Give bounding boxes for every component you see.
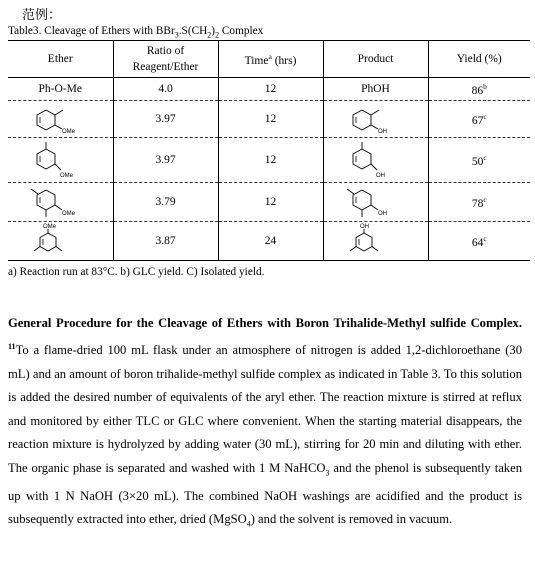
table-footnote: a) Reaction run at 83°C. b) GLC yield. C) Isolated yield. [8,266,265,278]
table-row [8,138,530,183]
yield-cell: 50$^c$ [428,138,530,183]
svg-text:OMe: OMe [60,173,74,179]
3,5-dimethylanisole-structure [30,222,90,260]
table-caption: Table3. Cleavage of Ethers with $BBr_3.S(CH_2)_2$ Complex [8,25,264,40]
ether-cleavage-table [8,40,530,261]
product-structure-cell [323,222,428,261]
ratio-cell: 3.87 [113,222,218,261]
procedure-heading: General Procedure for the Cleavage of Ethers with Boron Trihalide-Methyl sulfide Complex. [8,316,522,330]
ratio-cell: 3.79 [113,183,218,222]
example-label: 范例： [22,7,62,22]
3,5-dimethylphenol-structure [346,222,406,260]
product-structure-cell [323,101,428,138]
svg-text:OH: OH [377,211,387,217]
header-time: Time$^a$ (hrs) [218,41,323,78]
time-cell: 12 [218,138,323,183]
time-cell: 12 [218,78,323,101]
yield-cell: 64$^c$ [428,222,530,261]
table-header-row [8,41,530,78]
3-methylanisole-structure [30,140,90,180]
yield-cell: 78$^c$ [428,183,530,222]
ratio-cell: 4.0 [113,78,218,101]
product-structure-cell [323,183,428,222]
table-row [8,78,530,101]
product-cell: PhOH [323,78,428,101]
ratio-cell: 3.97 [113,101,218,138]
ratio-cell: 3.97 [113,138,218,183]
reference-marker: 11 [8,342,16,352]
time-cell: 24 [218,222,323,261]
svg-text:OH: OH [375,173,385,179]
svg-text:OH: OH [359,224,369,230]
o-cresol-structure [346,104,406,134]
product-structure-cell [323,138,428,183]
yield-cell: 67$^c$ [428,101,530,138]
svg-text:OMe: OMe [62,129,76,134]
header-ether: Ether [8,41,113,78]
procedure-paragraph: General Procedure for the Cleavage of Ethers with Boron Trihalide-Methyl sulfide Complex. $^{11}$To a flame-dried 100 mL flask under an atmosphere of nitrogen is added 1,2-dichloroethane (30 mL) and an amount of boron trihalide-methyl sulfide complex as indicated in Table 3. To this solution is added the desired number of equivalents of the aryl ether. The reaction mixture is stirred at reflux and monitored by either TLC or GLC where convenient. When the starting material disappears, the reaction mixture is hydrolyzed by adding water (30 mL), stirring for 20 min and diluting with ether. The organic phase is separated and washed with 1 M NaHCO$_3$ and the phenol is subsequently taken up with 1 N NaOH (3×20 mL). The combined NaOH washings are acidified and the product is subsequently extracted into ether, dried (MgSO$_4$) and the solvent is removed in vacuum. [8,316,522,529]
ether-structure-cell [8,183,113,222]
svg-text:OMe: OMe [62,211,76,217]
3,4-dimethylanisole-structure [28,185,92,219]
header-yield: Yield (%) [428,41,530,78]
table-row [8,222,530,261]
header-ratio: Ratio of Reagent/Ether [113,41,218,78]
ether-structure-cell [8,222,113,261]
svg-text:OH: OH [377,129,387,134]
ether-structure-cell [8,138,113,183]
3,4-dimethylphenol-structure [344,185,408,219]
ether-structure-cell [8,101,113,138]
svg-text:OMe: OMe [43,224,57,230]
2-methylanisole-structure [30,104,90,134]
yield-cell: 86$^b$ [428,78,530,101]
table-row [8,101,530,138]
time-cell: 12 [218,101,323,138]
m-cresol-structure [346,140,406,180]
ether-cell: Ph-O-Me [8,78,113,101]
time-cell: 12 [218,183,323,222]
header-product: Product [323,41,428,78]
table-row [8,183,530,222]
